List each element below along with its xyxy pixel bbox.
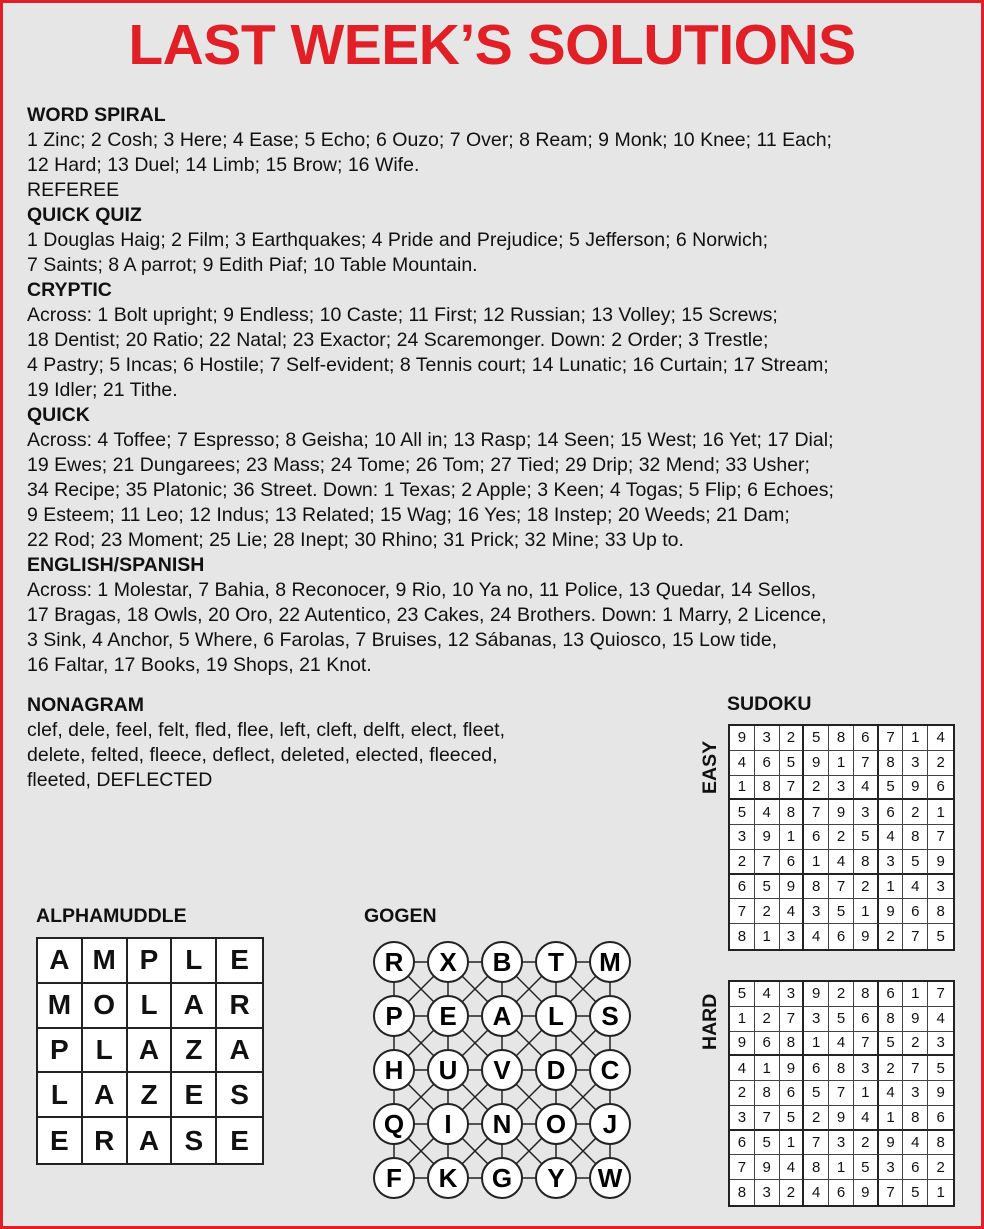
section-line: 16 Faltar, 17 Books, 19 Shops, 21 Knot.	[27, 654, 372, 676]
sudoku-easy-cell: 9	[928, 850, 953, 875]
alphamuddle-cell: A	[172, 984, 217, 1029]
sudoku-easy-cell: 9	[780, 875, 805, 900]
sudoku-hard-cell: 8	[780, 1032, 805, 1057]
sudoku-easy-cell: 2	[903, 800, 928, 825]
sudoku-hard-cell: 7	[903, 1056, 928, 1081]
sudoku-hard-cell: 1	[804, 1032, 829, 1057]
sudoku-easy-cell: 3	[804, 899, 829, 924]
alphamuddle-cell: E	[230, 1124, 249, 1156]
sudoku-hard-cell: 8	[804, 1155, 829, 1180]
sudoku-easy-cell: 5	[854, 825, 879, 850]
gogen-letter: P	[385, 1001, 403, 1031]
sudoku-hard-cell: 4	[928, 1007, 953, 1032]
sudoku-hard-cell: 4	[879, 1081, 904, 1106]
section-line: Across: 1 Bolt upright; 9 Endless; 10 Caste; 11 First; 12 Russian; 13 Volley; 15 Screws;	[27, 304, 778, 326]
sudoku-easy-cell: 4	[755, 800, 780, 825]
sudoku-hard-cell: 4	[854, 1106, 879, 1131]
sudoku-easy-cell: 1	[730, 776, 755, 801]
sudoku-easy-cell: 9	[755, 825, 780, 850]
gogen-grid	[360, 930, 642, 1220]
sudoku-hard-cell: 2	[928, 1155, 953, 1180]
gogen-letter: G	[491, 1163, 513, 1193]
sudoku-easy-cell: 8	[829, 726, 854, 751]
section-line: 1 Zinc; 2 Cosh; 3 Here; 4 Ease; 5 Echo; 6 Ouzo; 7 Over; 8 Ream; 9 Monk; 10 Knee; 11 Each;	[27, 129, 832, 151]
sudoku-hard-cell: 3	[780, 982, 805, 1007]
sudoku-easy-cell: 6	[804, 825, 829, 850]
sudoku-easy-cell: 2	[804, 776, 829, 801]
sudoku-easy-cell: 7	[755, 850, 780, 875]
sudoku-hard-cell: 7	[804, 1131, 829, 1156]
gogen-letter: U	[438, 1055, 458, 1085]
sudoku-easy-cell: 4	[854, 776, 879, 801]
sudoku-hard-cell: 3	[829, 1131, 854, 1156]
gogen-letter: X	[439, 947, 457, 977]
sudoku-hard-cell: 7	[730, 1155, 755, 1180]
sudoku-hard-cell: 4	[780, 1155, 805, 1180]
sudoku-easy-grid	[728, 724, 955, 951]
sudoku-easy-cell: 9	[804, 751, 829, 776]
sudoku-hard-cell: 4	[829, 1032, 854, 1057]
sudoku-easy-cell: 1	[755, 924, 780, 949]
gogen-letter: I	[444, 1109, 452, 1139]
sudoku-easy-cell: 3	[903, 751, 928, 776]
alphamuddle-cell: P	[128, 939, 173, 984]
sudoku-hard-cell: 3	[928, 1032, 953, 1057]
sudoku-hard-cell: 5	[780, 1106, 805, 1131]
alphamuddle-cell: A	[217, 1029, 262, 1074]
sudoku-hard-cell: 9	[928, 1081, 953, 1106]
gogen-letter: S	[601, 1001, 619, 1031]
sudoku-hard-cell: 1	[780, 1131, 805, 1156]
sudoku-easy-cell: 9	[903, 776, 928, 801]
sudoku-hard-cell: 3	[804, 1007, 829, 1032]
sudoku-hard-cell: 7	[928, 982, 953, 1007]
sudoku-hard-cell: 6	[780, 1081, 805, 1106]
section-line: 3 Sink, 4 Anchor, 5 Where, 6 Farolas, 7 Bruises, 12 Sábanas, 13 Quiosco, 15 Low tide,	[27, 629, 778, 651]
section-line: 34 Recipe; 35 Platonic; 36 Street. Down: 1 Texas; 2 Apple; 3 Keen; 4 Togas; 5 Flip; 6 Echoes;	[27, 479, 834, 501]
sudoku-hard-grid	[728, 980, 955, 1207]
sudoku-easy-cell: 3	[730, 825, 755, 850]
sudoku-hard-cell: 8	[854, 982, 879, 1007]
sudoku-hard-cell: 8	[928, 1131, 953, 1156]
sudoku-hard-cell: 1	[903, 982, 928, 1007]
gogen-letter: L	[548, 1001, 564, 1031]
sudoku-easy-cell: 9	[854, 924, 879, 949]
gogen-letter: W	[597, 1163, 623, 1193]
sudoku-hard-cell: 3	[854, 1056, 879, 1081]
sudoku-easy-cell: 5	[903, 850, 928, 875]
sudoku-easy-cell: 6	[780, 850, 805, 875]
sudoku-hard-cell: 4	[903, 1131, 928, 1156]
sudoku-easy-cell: 7	[804, 800, 829, 825]
sudoku-easy-cell: 2	[755, 899, 780, 924]
sudoku-hard-cell: 5	[903, 1180, 928, 1205]
section-line: 12 Hard; 13 Duel; 14 Limb; 15 Brow; 16 Wife.	[27, 154, 420, 176]
section-line: 4 Pastry; 5 Incas; 6 Hostile; 7 Self-evident; 8 Tennis court; 14 Lunatic; 16 Curtain; 17 Stream;	[27, 354, 829, 376]
alphamuddle-cell: A	[128, 1118, 173, 1163]
sudoku-hard-cell: 9	[829, 1106, 854, 1131]
sudoku-easy-cell: 4	[928, 726, 953, 751]
nonagram-section	[27, 693, 607, 793]
sudoku-easy-cell: 6	[829, 924, 854, 949]
sudoku-hard-cell: 5	[879, 1032, 904, 1057]
sudoku-easy-cell: 7	[903, 924, 928, 949]
alphamuddle-cell: L	[172, 939, 217, 984]
sudoku-hard-cell: 2	[879, 1056, 904, 1081]
sudoku-easy-cell: 5	[829, 899, 854, 924]
sudoku-easy-cell: 1	[780, 825, 805, 850]
sudoku-hard-cell: 5	[755, 1131, 780, 1156]
sudoku-hard-cell: 4	[755, 982, 780, 1007]
gogen-letter: D	[546, 1055, 566, 1085]
sudoku-hard-cell: 2	[829, 982, 854, 1007]
sudoku-hard-cell: 9	[730, 1032, 755, 1057]
sudoku-easy-cell: 4	[903, 875, 928, 900]
alphamuddle-cell: S	[172, 1118, 217, 1163]
alphamuddle-cell: A	[128, 1029, 173, 1074]
sudoku-easy-cell: 4	[730, 751, 755, 776]
sudoku-heading: SUDOKU	[727, 693, 812, 715]
alphamuddle-cell: E	[172, 1073, 217, 1118]
sudoku-easy-cell: 4	[829, 850, 854, 875]
sudoku-easy-cell: 7	[879, 726, 904, 751]
alphamuddle-cell: L	[83, 1029, 128, 1074]
gogen-letter: T	[548, 947, 564, 977]
sudoku-hard-cell: 7	[829, 1081, 854, 1106]
alphamuddle-cell: A	[83, 1073, 128, 1118]
section-heading: WORD SPIRAL	[27, 104, 166, 126]
sudoku-easy-cell: 5	[780, 751, 805, 776]
sudoku-easy-cell: 5	[879, 776, 904, 801]
sudoku-hard-cell: 8	[829, 1056, 854, 1081]
sudoku-easy-cell: 8	[730, 924, 755, 949]
alphamuddle-cell: Z	[128, 1073, 173, 1118]
sudoku-hard-cell: 9	[804, 982, 829, 1007]
sudoku-hard-cell: 1	[755, 1056, 780, 1081]
sudoku-hard-cell: 5	[829, 1007, 854, 1032]
section-line: 9 Esteem; 11 Leo; 12 Indus; 13 Related; 15 Wag; 16 Yes; 18 Instep; 20 Weeds; 21 Dam;	[27, 504, 790, 526]
sudoku-easy-cell: 2	[928, 751, 953, 776]
sudoku-easy-cell: 3	[755, 726, 780, 751]
section-line: 18 Dentist; 20 Ratio; 22 Natal; 23 Exactor; 24 Scaremonger. Down: 2 Order; 3 Trestle;	[27, 329, 769, 351]
sudoku-easy-cell: 1	[928, 800, 953, 825]
sudoku-hard-cell: 1	[936, 1184, 945, 1202]
sudoku-easy-cell: 6	[879, 800, 904, 825]
alphamuddle-cell: E	[217, 939, 262, 984]
gogen-letter: K	[438, 1163, 458, 1193]
sudoku-hard-cell: 3	[730, 1106, 755, 1131]
sudoku-easy-cell: 6	[903, 899, 928, 924]
sudoku-easy-cell: 7	[928, 825, 953, 850]
sudoku-easy-cell: 5	[936, 928, 945, 946]
sudoku-hard-cell: 8	[903, 1106, 928, 1131]
gogen-letter: R	[384, 947, 404, 977]
sudoku-hard-cell: 2	[780, 1180, 805, 1205]
gogen-letter: B	[492, 947, 512, 977]
sudoku-hard-cell: 9	[854, 1180, 879, 1205]
sudoku-hard-cell: 2	[755, 1007, 780, 1032]
gogen-letter: A	[492, 1001, 512, 1031]
section-line: REFEREE	[27, 179, 120, 201]
sudoku-easy-cell: 5	[804, 726, 829, 751]
sudoku-hard-cell: 5	[928, 1056, 953, 1081]
gogen-letter: H	[384, 1055, 404, 1085]
sudoku-easy-cell: 5	[755, 875, 780, 900]
nonagram-line: clef, dele, feel, felt, fled, flee, left, cleft, delft, elect, fleet,	[27, 719, 505, 741]
sudoku-easy-cell: 3	[928, 875, 953, 900]
sudoku-easy-cell: 8	[755, 776, 780, 801]
sudoku-easy-cell: 3	[854, 800, 879, 825]
sudoku-hard-cell: 4	[804, 1180, 829, 1205]
gogen-letter: Q	[383, 1109, 405, 1139]
sudoku-easy-cell: 1	[879, 875, 904, 900]
sudoku-easy-label: EASY	[699, 740, 721, 794]
gogen-letter: V	[493, 1055, 511, 1085]
sudoku-easy-cell: 2	[730, 850, 755, 875]
sudoku-hard-cell: 6	[829, 1180, 854, 1205]
sudoku-hard-cell: 9	[879, 1131, 904, 1156]
sudoku-easy-cell: 6	[730, 875, 755, 900]
sudoku-easy-cell: 1	[854, 899, 879, 924]
sudoku-easy-cell: 8	[854, 850, 879, 875]
sudoku-hard-cell: 1	[829, 1155, 854, 1180]
alphamuddle-grid	[36, 937, 264, 1165]
sudoku-easy-cell: 8	[804, 875, 829, 900]
section-heading: CRYPTIC	[27, 279, 112, 301]
sudoku-hard-cell: 6	[730, 1131, 755, 1156]
sudoku-hard-cell: 6	[928, 1106, 953, 1131]
sudoku-hard-cell: 6	[879, 982, 904, 1007]
sudoku-easy-cell: 9	[829, 800, 854, 825]
alphamuddle-cell: E	[38, 1118, 83, 1163]
sudoku-easy-cell: 2	[780, 726, 805, 751]
gogen-letter: J	[602, 1109, 618, 1139]
alphamuddle-heading: ALPHAMUDDLE	[36, 905, 187, 927]
sudoku-hard-cell: 6	[854, 1007, 879, 1032]
gogen-heading: GOGEN	[364, 905, 437, 927]
alphamuddle-cell: R	[83, 1118, 128, 1163]
sudoku-hard-cell: 6	[755, 1032, 780, 1057]
sudoku-easy-cell: 3	[780, 924, 805, 949]
sudoku-easy-cell: 9	[730, 726, 755, 751]
sudoku-easy-cell: 4	[879, 825, 904, 850]
alphamuddle-cell: M	[83, 939, 128, 984]
alphamuddle-cell: M	[38, 984, 83, 1029]
sudoku-hard-cell: 4	[730, 1056, 755, 1081]
sudoku-easy-cell: 8	[780, 800, 805, 825]
gogen-letter: E	[439, 1001, 457, 1031]
sudoku-hard-cell: 3	[903, 1081, 928, 1106]
sudoku-easy-cell: 4	[804, 924, 829, 949]
sudoku-hard-cell: 7	[755, 1106, 780, 1131]
alphamuddle-cell: A	[38, 939, 83, 984]
sudoku-easy-cell: 1	[804, 850, 829, 875]
section-line: 17 Bragas, 18 Owls, 20 Oro, 22 Autentico, 23 Cakes, 24 Brothers. Down: 1 Marry, 2 Licence,	[27, 604, 827, 626]
nonagram-line: delete, felted, fleece, deflect, deleted, elected, fleeced,	[27, 744, 498, 766]
alphamuddle-cell: R	[217, 984, 262, 1029]
sudoku-hard-cell: 7	[879, 1180, 904, 1205]
sudoku-easy-cell: 6	[755, 751, 780, 776]
page-title: LAST WEEK’S SOLUTIONS	[128, 13, 856, 77]
sudoku-hard-cell: 5	[804, 1081, 829, 1106]
sudoku-hard-cell: 2	[903, 1032, 928, 1057]
sudoku-easy-cell: 6	[928, 776, 953, 801]
section-line: Across: 1 Molestar, 7 Bahia, 8 Reconocer, 9 Rio, 10 Ya no, 11 Police, 13 Quedar, 14 Sellos,	[27, 579, 817, 601]
sudoku-easy-cell: 1	[903, 726, 928, 751]
sudoku-hard-label: HARD	[699, 993, 721, 1050]
sudoku-hard-cell: 1	[854, 1081, 879, 1106]
gogen-letter: F	[386, 1163, 402, 1193]
gogen-letter: Y	[547, 1163, 565, 1193]
sudoku-hard-cell: 2	[854, 1131, 879, 1156]
sudoku-easy-cell: 7	[854, 751, 879, 776]
gogen-letter: N	[492, 1109, 512, 1139]
alphamuddle-cell: Z	[172, 1029, 217, 1074]
alphamuddle-cell: O	[83, 984, 128, 1029]
section-line: 7 Saints; 8 A parrot; 9 Edith Piaf; 10 Table Mountain.	[27, 254, 478, 276]
section-line: Across: 4 Toffee; 7 Espresso; 8 Geisha; 10 All in; 13 Rasp; 14 Seen; 15 West; 16 Yet; 17 Dial;	[27, 429, 834, 451]
sudoku-hard-cell: 1	[730, 1007, 755, 1032]
sudoku-easy-cell: 6	[854, 726, 879, 751]
sudoku-hard-cell: 9	[755, 1155, 780, 1180]
sudoku-hard-cell: 8	[730, 1180, 755, 1205]
sudoku-easy-cell: 8	[928, 899, 953, 924]
sudoku-easy-cell: 8	[879, 751, 904, 776]
sudoku-easy-cell: 2	[879, 924, 904, 949]
sudoku-easy-cell: 3	[829, 776, 854, 801]
sudoku-easy-cell: 7	[829, 875, 854, 900]
sudoku-easy-cell: 2	[829, 825, 854, 850]
sudoku-hard-cell: 6	[903, 1155, 928, 1180]
sudoku-hard-cell: 3	[879, 1155, 904, 1180]
gogen-letter: C	[600, 1055, 620, 1085]
nonagram-line: fleeted, DEFLECTED	[27, 769, 213, 791]
alphamuddle-cell: L	[128, 984, 173, 1029]
sudoku-hard-cell: 5	[730, 982, 755, 1007]
sudoku-hard-cell: 8	[879, 1007, 904, 1032]
sudoku-easy-cell: 4	[780, 899, 805, 924]
sudoku-easy-cell: 5	[730, 800, 755, 825]
section-heading: QUICK QUIZ	[27, 204, 142, 226]
sudoku-hard-cell: 8	[755, 1081, 780, 1106]
section-line: 19 Ewes; 21 Dungarees; 23 Mass; 24 Tome; 26 Tom; 27 Tied; 29 Drip; 32 Mend; 33 Usher;	[27, 454, 810, 476]
alphamuddle-cell: L	[38, 1073, 83, 1118]
sudoku-easy-cell: 3	[879, 850, 904, 875]
sudoku-hard-cell: 1	[879, 1106, 904, 1131]
sudoku-hard-cell: 9	[780, 1056, 805, 1081]
sudoku-easy-cell: 2	[854, 875, 879, 900]
gogen-letter: O	[545, 1109, 567, 1139]
sudoku-easy-cell: 7	[780, 776, 805, 801]
section-heading: QUICK	[27, 404, 90, 426]
section-line: 1 Douglas Haig; 2 Film; 3 Earthquakes; 4 Pride and Prejudice; 5 Jefferson; 6 Norwich;	[27, 229, 769, 251]
sudoku-easy-cell: 9	[879, 899, 904, 924]
sudoku-easy-cell: 8	[903, 825, 928, 850]
sudoku-hard-cell: 6	[804, 1056, 829, 1081]
section-line: 22 Rod; 23 Moment; 25 Lie; 28 Inept; 30 Rhino; 31 Prick; 32 Mine; 33 Up to.	[27, 529, 684, 551]
sudoku-hard-cell: 2	[730, 1081, 755, 1106]
sudoku-hard-cell: 7	[854, 1032, 879, 1057]
solutions-text	[27, 103, 967, 678]
sudoku-hard-cell: 9	[903, 1007, 928, 1032]
sudoku-easy-cell: 1	[829, 751, 854, 776]
section-heading: ENGLISH/SPANISH	[27, 554, 205, 576]
sudoku-hard-cell: 2	[804, 1106, 829, 1131]
sudoku-hard-cell: 3	[755, 1180, 780, 1205]
alphamuddle-cell: S	[217, 1073, 262, 1118]
section-line: 19 Idler; 21 Tithe.	[27, 379, 178, 401]
gogen-letter: M	[599, 947, 621, 977]
sudoku-hard-cell: 7	[780, 1007, 805, 1032]
alphamuddle-cell: P	[38, 1029, 83, 1074]
sudoku-hard-cell: 5	[854, 1155, 879, 1180]
sudoku-easy-cell: 7	[730, 899, 755, 924]
nonagram-heading: NONAGRAM	[27, 694, 144, 716]
